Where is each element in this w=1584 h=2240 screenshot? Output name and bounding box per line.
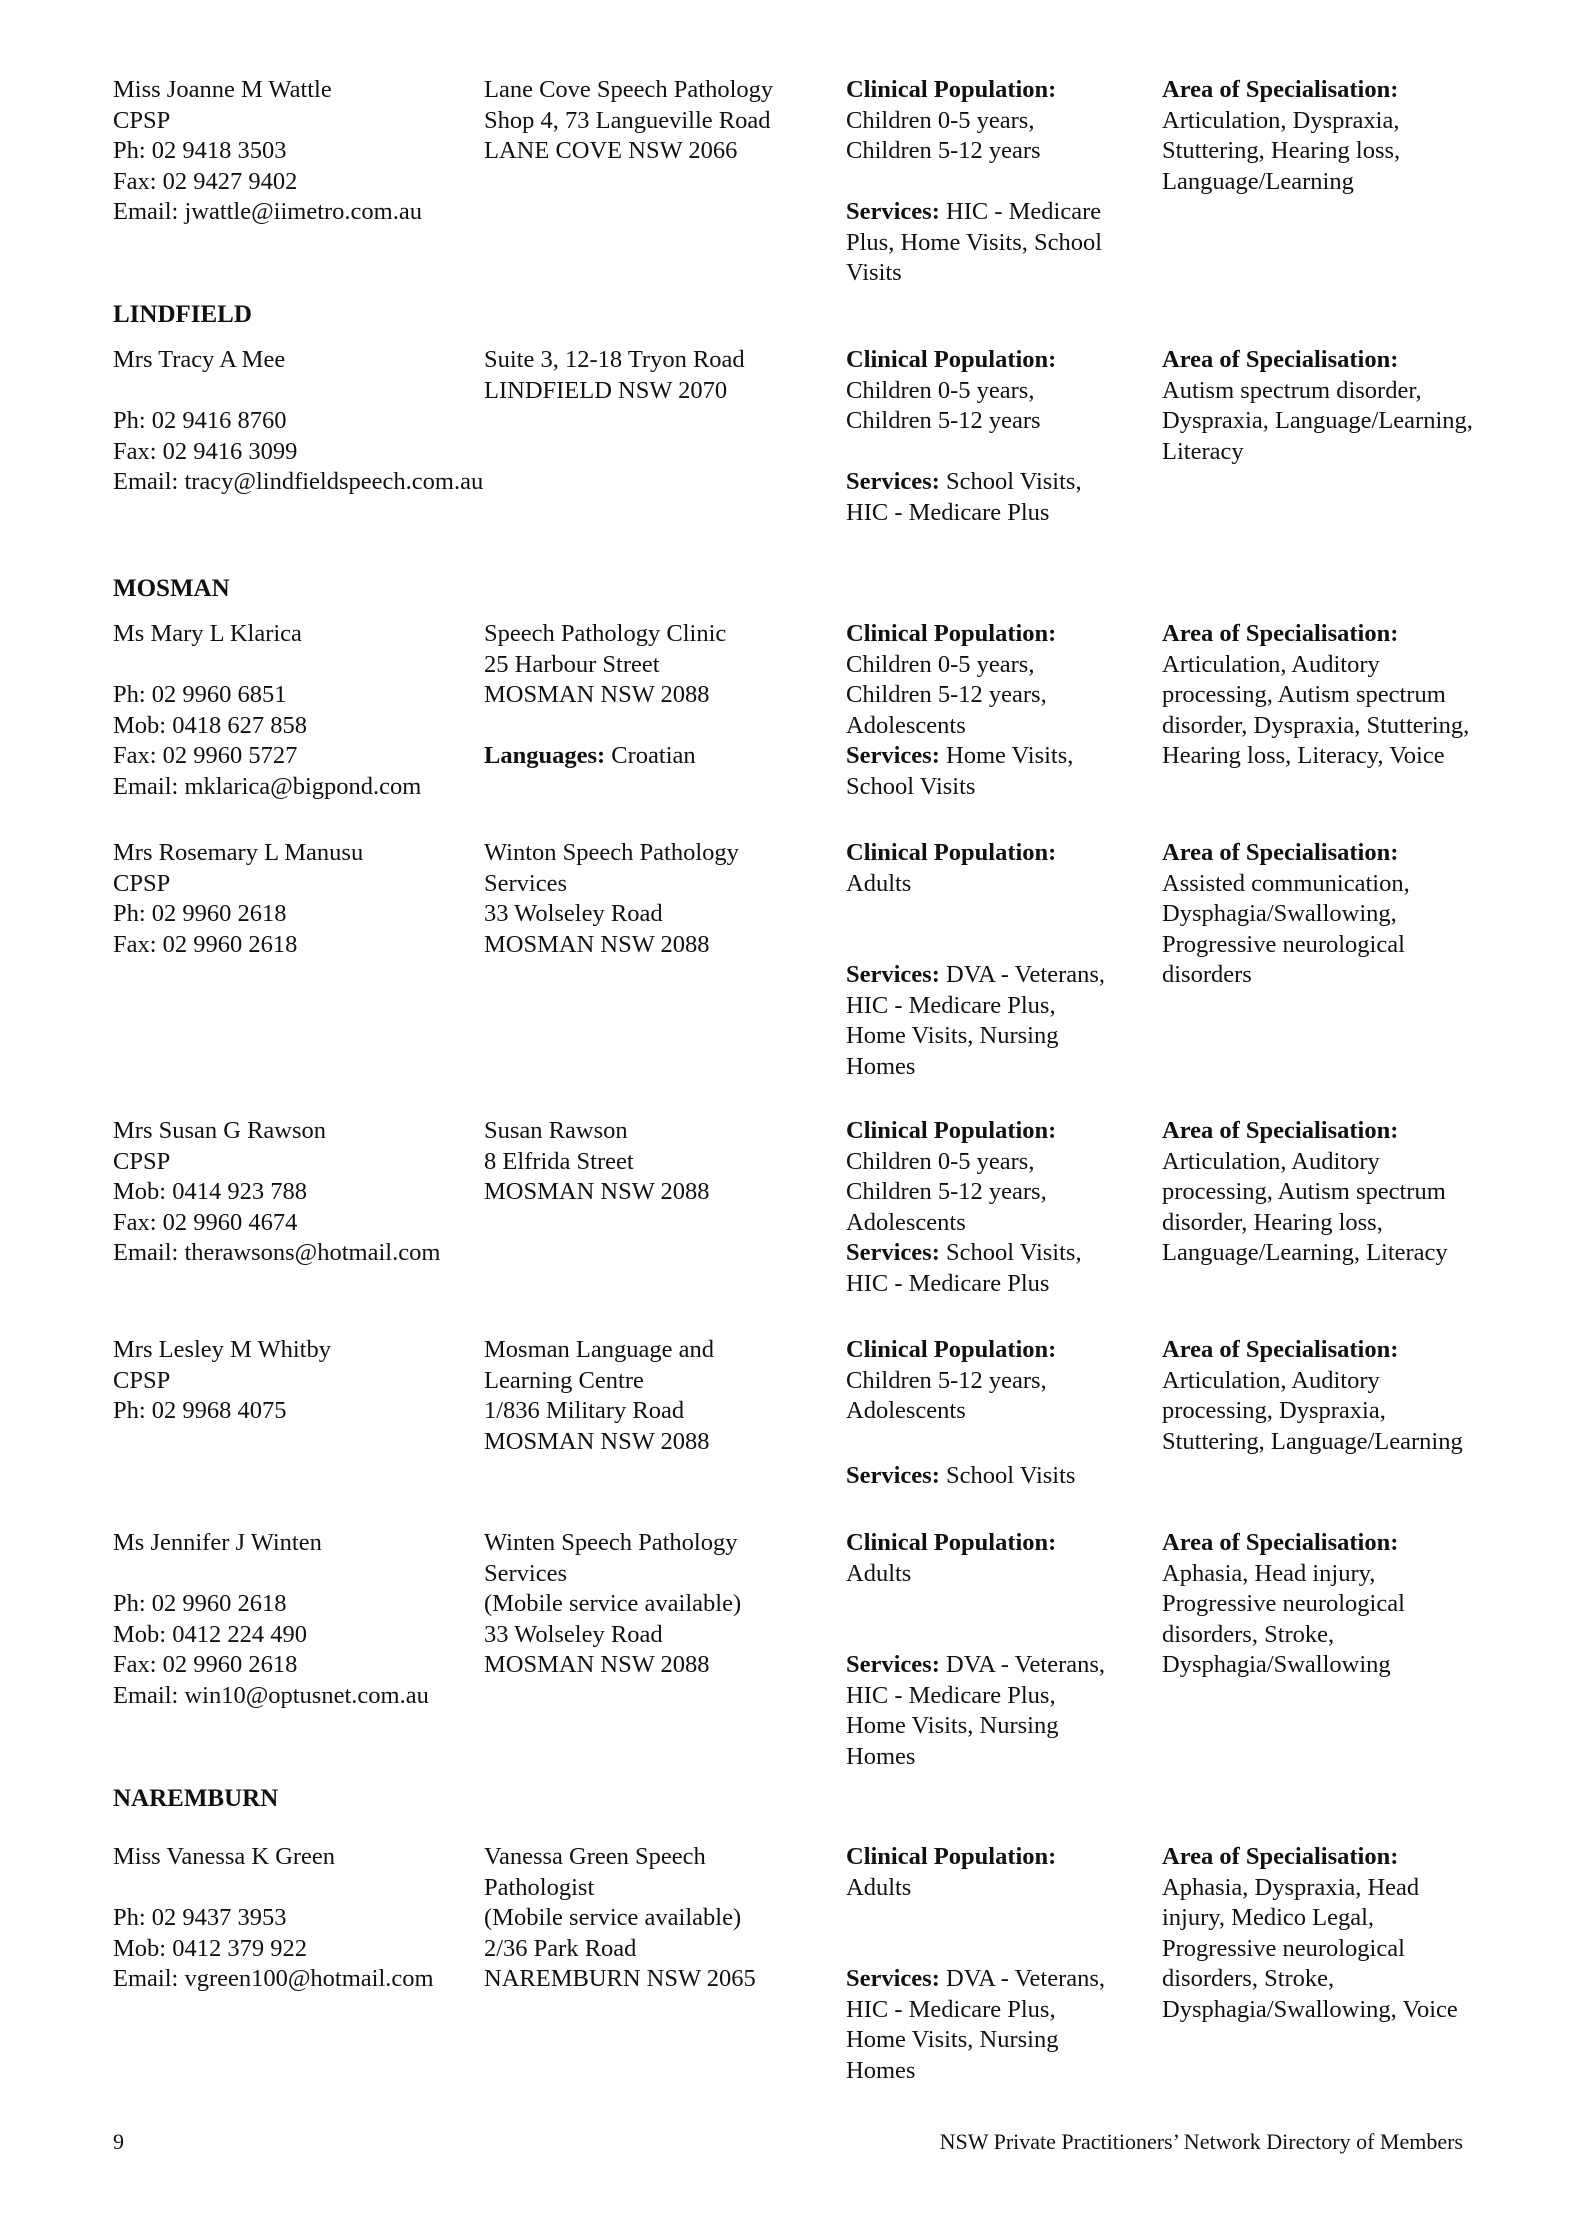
services-line: Homes: [846, 1742, 916, 1770]
practitioner-name: Mrs Tracy A Mee: [113, 346, 286, 373]
specialisation-label: Area of Specialisation:: [1162, 620, 1399, 647]
services-line: HIC - Medicare Plus,: [846, 991, 1056, 1019]
section-heading: LINDFIELD: [113, 301, 252, 328]
practice-address-line: Services: [484, 1559, 567, 1587]
practice-address-line: 33 Wolseley Road: [484, 900, 663, 927]
services-line: Services: DVA - Veterans,: [846, 1651, 1106, 1678]
services-line: HIC - Medicare Plus: [846, 498, 1050, 526]
practice-address-line: LINDFIELD NSW 2070: [484, 376, 728, 404]
services-line: Services: HIC - Medicare: [846, 198, 1102, 225]
specialisation-label: Area of Specialisation:: [1162, 346, 1399, 373]
clinical-population-value: Adults: [846, 869, 912, 897]
practice-address-line: 25 Harbour Street: [484, 650, 660, 678]
specialisation-value: disorder, Dyspraxia, Stuttering,: [1162, 711, 1470, 739]
clinical-population-label: Clinical Population:: [846, 76, 1057, 103]
practitioner-phone: Ph: 02 9416 8760: [113, 407, 287, 434]
specialisation-value: Stuttering, Hearing loss,: [1162, 137, 1401, 164]
clinical-population-label: Clinical Population:: [846, 1843, 1057, 1870]
clinical-population-value: Adolescents: [846, 711, 966, 739]
clinical-population-label: Clinical Population:: [846, 620, 1057, 647]
clinical-population-value: Adolescents: [846, 1208, 966, 1236]
practice-address-line: Susan Rawson: [484, 1117, 628, 1144]
specialisation-value: Progressive neurological: [1162, 1934, 1405, 1962]
practice-address-line: (Mobile service available): [484, 1904, 742, 1931]
services-line: Visits: [846, 259, 902, 286]
specialisation-label: Area of Specialisation:: [1162, 839, 1399, 866]
practitioner-credential: CPSP: [113, 106, 171, 134]
clinical-population-value: Children 5-12 years: [846, 407, 1041, 434]
specialisation-value: Dysphagia/Swallowing,: [1162, 900, 1397, 927]
footer-title: NSW Private Practitioners’ Network Directory of Members: [939, 2129, 1463, 2154]
practitioner-mobile: Mob: 0418 627 858: [113, 711, 307, 739]
services-line: Services: DVA - Veterans,: [846, 1965, 1106, 1992]
practitioner-credential: CPSP: [113, 869, 171, 897]
services-line: Services: School Visits,: [846, 1239, 1082, 1266]
practitioner-email: Email: mklarica@bigpond.com: [113, 772, 422, 800]
clinical-population-value: Children 5-12 years,: [846, 1366, 1047, 1394]
specialisation-value: Autism spectrum disorder,: [1162, 376, 1422, 404]
specialisation-label: Area of Specialisation:: [1162, 1117, 1399, 1144]
practitioner-name: Mrs Lesley M Whitby: [113, 1336, 331, 1363]
specialisation-value: Aphasia, Head injury,: [1162, 1559, 1376, 1587]
specialisation-label: Area of Specialisation:: [1162, 1529, 1399, 1556]
services-line: Services: School Visits,: [846, 468, 1082, 495]
specialisation-value: injury, Medico Legal,: [1162, 1904, 1375, 1931]
section-heading: NAREMBURN: [113, 1785, 279, 1812]
specialisation-value: Hearing loss, Literacy, Voice: [1162, 742, 1445, 769]
specialisation-value: Literacy: [1162, 437, 1244, 465]
practice-address-line: MOSMAN NSW 2088: [484, 1427, 710, 1455]
practice-address-line: Vanessa Green Speech: [484, 1843, 706, 1870]
specialisation-value: Dysphagia/Swallowing, Voice: [1162, 1995, 1458, 2023]
services-line: Services: School Visits: [846, 1462, 1076, 1489]
practitioner-name: Ms Jennifer J Winten: [113, 1529, 322, 1556]
specialisation-value: disorder, Hearing loss,: [1162, 1208, 1383, 1236]
specialisation-value: Progressive neurological: [1162, 930, 1405, 958]
practitioner-fax: Fax: 02 9960 2618: [113, 1651, 298, 1678]
practitioner-phone: Ph: 02 9968 4075: [113, 1397, 287, 1424]
practice-address-line: Mosman Language and: [484, 1336, 714, 1363]
practitioner-name: Miss Vanessa K Green: [113, 1843, 336, 1870]
practitioner-email: Email: vgreen100@hotmail.com: [113, 1965, 434, 1992]
specialisation-value: disorders, Stroke,: [1162, 1965, 1335, 1992]
specialisation-value: Articulation, Auditory: [1162, 650, 1380, 678]
specialisation-value: Articulation, Dyspraxia,: [1162, 106, 1400, 134]
specialisation-label: Area of Specialisation:: [1162, 1336, 1399, 1363]
practice-address-line: Pathologist: [484, 1873, 595, 1901]
specialisation-value: Articulation, Auditory: [1162, 1366, 1380, 1394]
practitioner-fax: Fax: 02 9960 2618: [113, 930, 298, 958]
practice-address-line: 1/836 Military Road: [484, 1397, 685, 1424]
languages-line: Languages: Croatian: [484, 742, 696, 769]
practice-address-line: Winton Speech Pathology: [484, 839, 739, 866]
practice-address-line: Speech Pathology Clinic: [484, 620, 727, 647]
practice-address-line: MOSMAN NSW 2088: [484, 930, 710, 958]
services-line: HIC - Medicare Plus: [846, 1269, 1050, 1297]
clinical-population-value: Children 0-5 years,: [846, 106, 1035, 134]
practice-address-line: Learning Centre: [484, 1366, 644, 1394]
practice-address-line: LANE COVE NSW 2066: [484, 137, 738, 164]
clinical-population-value: Adults: [846, 1559, 912, 1587]
specialisation-value: Dysphagia/Swallowing: [1162, 1651, 1391, 1678]
practitioner-name: Mrs Susan G Rawson: [113, 1117, 327, 1144]
practitioner-phone: Ph: 02 9960 6851: [113, 681, 287, 708]
practitioner-phone: Ph: 02 9418 3503: [113, 137, 287, 164]
practice-address-line: MOSMAN NSW 2088: [484, 1651, 710, 1678]
services-line: School Visits: [846, 772, 976, 800]
clinical-population-value: Adolescents: [846, 1397, 966, 1424]
practice-address-line: 33 Wolseley Road: [484, 1620, 663, 1648]
clinical-population-label: Clinical Population:: [846, 1336, 1057, 1363]
practitioner-phone: Ph: 02 9960 2618: [113, 900, 287, 927]
specialisation-value: Language/Learning: [1162, 167, 1354, 195]
services-line: Services: Home Visits,: [846, 742, 1074, 769]
clinical-population-label: Clinical Population:: [846, 1117, 1057, 1144]
practitioner-email: Email: therawsons@hotmail.com: [113, 1239, 441, 1266]
section-heading: MOSMAN: [113, 575, 230, 602]
practitioner-name: Ms Mary L Klarica: [113, 620, 302, 647]
practice-address-line: Services: [484, 869, 567, 897]
services-line: Home Visits, Nursing: [846, 1712, 1059, 1739]
practitioner-phone: Ph: 02 9960 2618: [113, 1590, 287, 1617]
specialisation-label: Area of Specialisation:: [1162, 76, 1399, 103]
specialisation-value: Language/Learning, Literacy: [1162, 1239, 1448, 1266]
practitioner-credential: CPSP: [113, 1147, 171, 1175]
practice-address-line: NAREMBURN NSW 2065: [484, 1965, 756, 1992]
clinical-population-value: Children 5-12 years,: [846, 1178, 1047, 1205]
clinical-population-value: Adults: [846, 1873, 912, 1901]
practice-address-line: Winten Speech Pathology: [484, 1529, 738, 1556]
practice-address-line: 2/36 Park Road: [484, 1934, 637, 1962]
practitioner-mobile: Mob: 0414 923 788: [113, 1178, 307, 1205]
clinical-population-label: Clinical Population:: [846, 1529, 1057, 1556]
specialisation-value: disorders: [1162, 961, 1252, 988]
specialisation-value: Assisted communication,: [1162, 869, 1410, 897]
services-line: Homes: [846, 1052, 916, 1080]
practitioner-fax: Fax: 02 9960 4674: [113, 1208, 298, 1236]
clinical-population-value: Children 0-5 years,: [846, 650, 1035, 678]
practitioner-email: Email: win10@optusnet.com.au: [113, 1681, 429, 1709]
services-line: HIC - Medicare Plus,: [846, 1995, 1056, 2023]
practitioner-mobile: Mob: 0412 224 490: [113, 1620, 307, 1648]
practitioner-fax: Fax: 02 9960 5727: [113, 742, 298, 769]
clinical-population-value: Children 5-12 years: [846, 137, 1041, 164]
specialisation-value: processing, Autism spectrum: [1162, 1178, 1446, 1205]
specialisation-value: Dyspraxia, Language/Learning,: [1162, 407, 1473, 434]
practice-address-line: Suite 3, 12-18 Tryon Road: [484, 346, 745, 373]
practitioner-name: Miss Joanne M Wattle: [113, 76, 332, 103]
services-line: Plus, Home Visits, School: [846, 228, 1103, 256]
practitioner-email: Email: tracy@lindfieldspeech.com.au: [113, 468, 484, 495]
clinical-population-value: Children 0-5 years,: [846, 376, 1035, 404]
clinical-population-label: Clinical Population:: [846, 346, 1057, 373]
practice-address-line: 8 Elfrida Street: [484, 1147, 634, 1175]
practitioner-name: Mrs Rosemary L Manusu: [113, 839, 364, 866]
specialisation-label: Area of Specialisation:: [1162, 1843, 1399, 1870]
clinical-population-value: Children 5-12 years,: [846, 681, 1047, 708]
specialisation-value: processing, Dyspraxia,: [1162, 1397, 1386, 1424]
practitioner-fax: Fax: 02 9416 3099: [113, 437, 298, 465]
specialisation-value: Progressive neurological: [1162, 1590, 1405, 1617]
practitioner-email: Email: jwattle@iimetro.com.au: [113, 198, 422, 225]
practitioner-fax: Fax: 02 9427 9402: [113, 167, 298, 195]
clinical-population-label: Clinical Population:: [846, 839, 1057, 866]
services-line: Services: DVA - Veterans,: [846, 961, 1106, 988]
services-line: Homes: [846, 2056, 916, 2084]
practitioner-phone: Ph: 02 9437 3953: [113, 1904, 287, 1931]
practitioner-mobile: Mob: 0412 379 922: [113, 1934, 307, 1962]
practice-address-line: Lane Cove Speech Pathology: [484, 76, 774, 103]
page-number: 9: [113, 2129, 124, 2154]
specialisation-value: Articulation, Auditory: [1162, 1147, 1380, 1175]
practice-address-line: (Mobile service available): [484, 1590, 742, 1617]
services-line: Home Visits, Nursing: [846, 2026, 1059, 2053]
services-line: Home Visits, Nursing: [846, 1022, 1059, 1049]
clinical-population-value: Children 0-5 years,: [846, 1147, 1035, 1175]
practice-address-line: Shop 4, 73 Langueville Road: [484, 106, 771, 134]
practice-address-line: MOSMAN NSW 2088: [484, 1178, 710, 1205]
practice-address-line: MOSMAN NSW 2088: [484, 681, 710, 708]
specialisation-value: Aphasia, Dyspraxia, Head: [1162, 1873, 1420, 1901]
specialisation-value: disorders, Stroke,: [1162, 1620, 1335, 1648]
services-line: HIC - Medicare Plus,: [846, 1681, 1056, 1709]
specialisation-value: Stuttering, Language/Learning: [1162, 1427, 1463, 1455]
practitioner-credential: CPSP: [113, 1366, 171, 1394]
specialisation-value: processing, Autism spectrum: [1162, 681, 1446, 708]
